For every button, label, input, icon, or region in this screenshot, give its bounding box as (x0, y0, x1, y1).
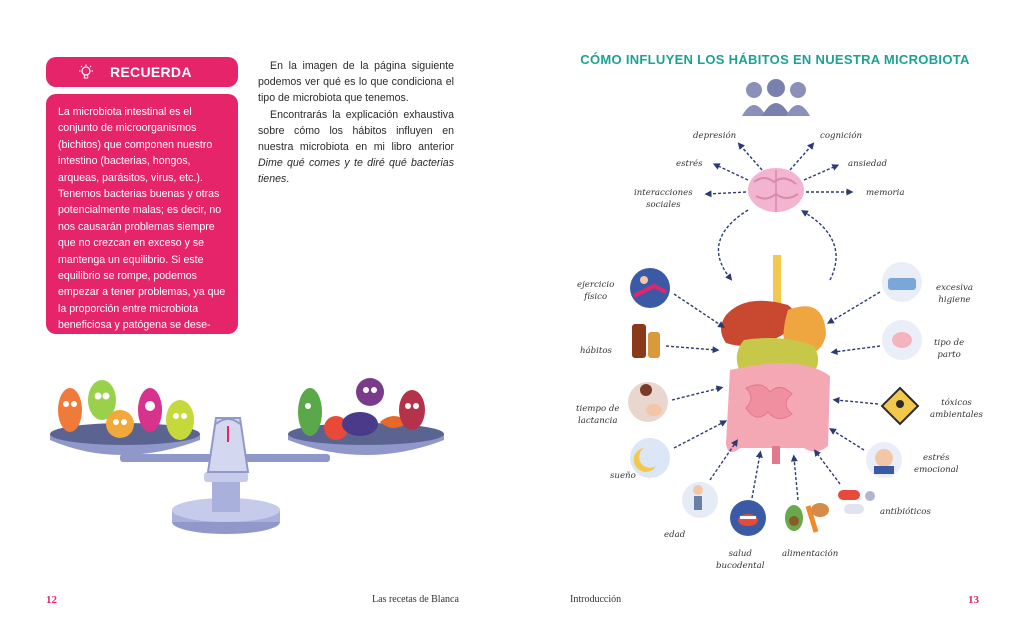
label-antibioticos: antibióticos (880, 507, 931, 517)
label-alimentacion: alimentación (782, 549, 839, 559)
intro-text (258, 58, 454, 188)
wine-bottle-icon (632, 324, 646, 358)
section-footer: Introducción (570, 594, 622, 605)
recuerda-title: RECUERDA (110, 64, 192, 80)
intro-paragraph-1: En la imagen de la página siguiente podemos ver qué es lo que condiciona el tipo de microbiota que tenemos. (258, 60, 454, 105)
toxic-warning-icon (882, 388, 918, 424)
recuerda-body: La microbiota intestinal es el conjunto de microorganismos (bichitos) que componen nuestro intestino (bacterias, hongos, arqueas, parásitos, virus, etc.). Tenemos bacterias buenas y otras potencialmente malas; es decir, no nos causarán problemas siempre que no crezcan en exceso y se mantenga un equilibrio. Si este equilibrio se rompe, podemos empezar a tener problemas, ya que la proporción entre microbiota beneficiosa y patógena se dese-quilibrará y esta última crecerá. (46, 94, 238, 334)
label-ansiedad: ansiedad (848, 159, 888, 169)
label-interacciones-sociales: interacciones sociales (634, 188, 693, 210)
label-depresion: depresión (693, 131, 737, 141)
left-page-number: 12 (46, 594, 57, 606)
intro-paragraph-2: Encontrarás la explicación exhaustiva sobre cómo los hábitos influyen en nuestra microbiota en mi libro anterior Dime qué comes y te diré qué bacterias tienes. (258, 108, 454, 186)
label-estres: estrés (676, 159, 703, 169)
balance-scale-illustration (40, 370, 470, 550)
label-memoria: memoria (866, 188, 905, 198)
right-page-number: 13 (968, 594, 979, 606)
label-ejercicio-fisico: ejercicio físico (577, 280, 615, 302)
brain-icon (748, 168, 804, 212)
lightbulb-icon (78, 64, 94, 80)
food-icon (785, 503, 829, 532)
people-icon (742, 79, 810, 116)
pills-icon (838, 490, 875, 514)
label-habitos: hábitos (580, 346, 612, 356)
book-title-footer: Las recetas de Blanca (372, 594, 459, 605)
label-sueno: sueño (610, 471, 636, 481)
label-excesiva-higiene: excesiva higiene (936, 283, 973, 305)
label-tiempo-lactancia: tiempo de lactancia (576, 404, 620, 426)
label-edad: edad (664, 530, 686, 540)
label-cognicion: cognición (820, 131, 863, 141)
label-salud-bucodental: salud bucodental (716, 549, 765, 571)
microbiota-diagram (540, 70, 1020, 580)
diagram-title: CÓMO INFLUYEN LOS HÁBITOS EN NUESTRA MICROBIOTA (580, 52, 970, 67)
recuerda-header (46, 57, 238, 87)
digestive-system-illustration (721, 255, 830, 464)
label-estres-emocional: estrés emocional (914, 453, 959, 475)
label-toxicos-ambientales: tóxicos ambientales (930, 398, 983, 420)
label-tipo-parto: tipo de parto (934, 338, 965, 360)
